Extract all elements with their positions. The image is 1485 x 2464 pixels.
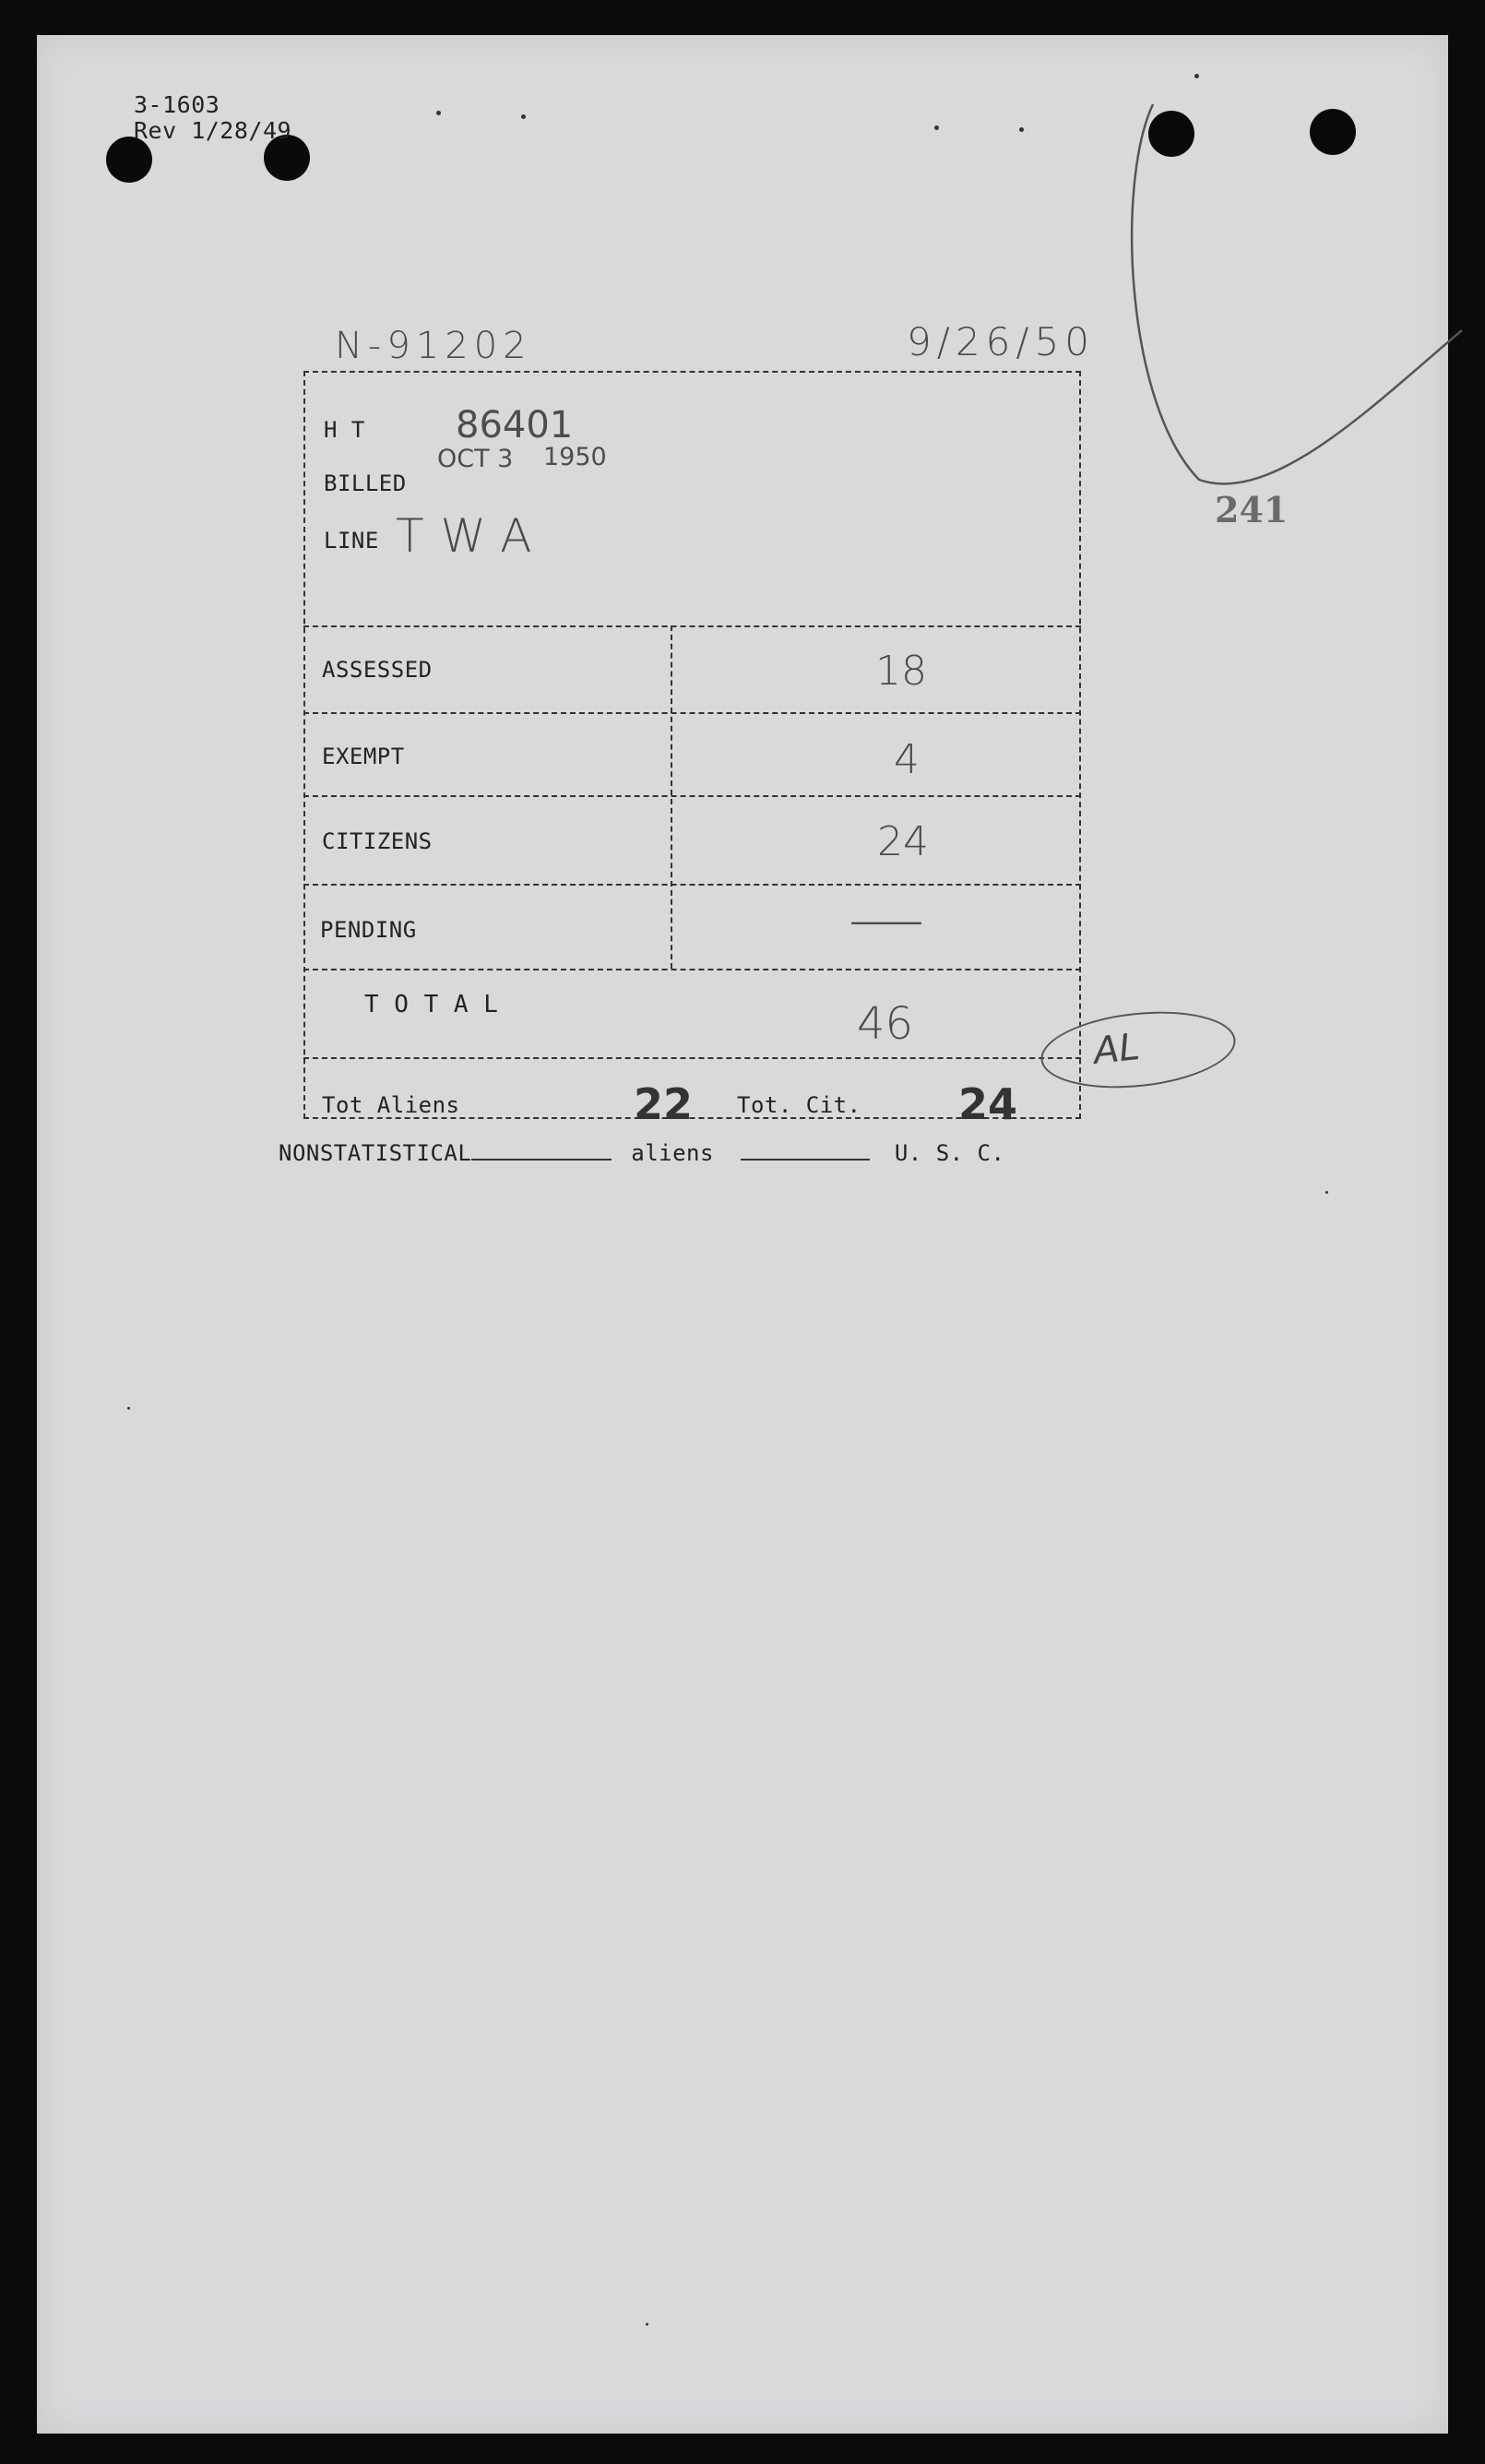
- speck: [1325, 1191, 1328, 1194]
- nonstatistical-blank: [471, 1159, 612, 1161]
- ht-label: H T: [324, 417, 365, 443]
- billed-date-year: 1950: [543, 443, 607, 471]
- row-value-assessed: 18: [875, 648, 927, 695]
- speck: [1019, 127, 1024, 132]
- aliens-word: aliens: [631, 1140, 714, 1166]
- speck: [521, 114, 526, 119]
- usc-label: U. S. C.: [894, 1140, 1005, 1166]
- page-number: 241: [1215, 489, 1289, 530]
- row-value-citizens: 24: [877, 818, 929, 865]
- row-label-citizens: CITIZENS: [322, 828, 433, 854]
- speck: [646, 2323, 648, 2326]
- document-page: [37, 35, 1448, 2434]
- row-label-assessed: ASSESSED: [322, 657, 433, 683]
- row-label-exempt: EXEMPT: [322, 744, 405, 769]
- total-value: 46: [857, 998, 914, 1050]
- billed-date-month: OCT 3: [437, 445, 514, 473]
- nonstatistical-label: NONSTATISTICAL: [279, 1140, 472, 1166]
- tot-cit-label: Tot. Cit.: [737, 1092, 861, 1118]
- speck: [1194, 74, 1199, 78]
- line-value: TWA: [396, 509, 549, 563]
- row-value-exempt: 4: [894, 736, 920, 783]
- tot-aliens-label: Tot Aliens: [322, 1092, 460, 1118]
- form-revision: Rev 1/28/49: [134, 117, 292, 144]
- total-label: T O T A L: [364, 991, 499, 1018]
- row-value-pending: —: [848, 887, 925, 952]
- tally-box: [303, 371, 1081, 1129]
- billed-label: BILLED: [324, 470, 407, 496]
- aliens-blank: [741, 1159, 870, 1161]
- speck: [934, 125, 939, 130]
- form-number: 3-1603: [134, 91, 220, 118]
- speck: [127, 1407, 130, 1410]
- tot-aliens-value: 22: [634, 1079, 694, 1129]
- form-code: [134, 92, 291, 144]
- file-number: N-91202: [335, 325, 532, 367]
- date-written: 9/26/50: [907, 319, 1095, 364]
- row-label-pending: PENDING: [320, 917, 417, 943]
- tot-cit-value: 24: [958, 1079, 1018, 1129]
- initials: AL: [1091, 1025, 1142, 1073]
- line-label: LINE: [324, 528, 379, 554]
- pencil-curve-mark: [1098, 100, 1467, 506]
- speck: [436, 111, 441, 115]
- nonstatistical-line: [279, 1140, 1004, 1166]
- ht-number-stamp: 86401: [456, 404, 574, 446]
